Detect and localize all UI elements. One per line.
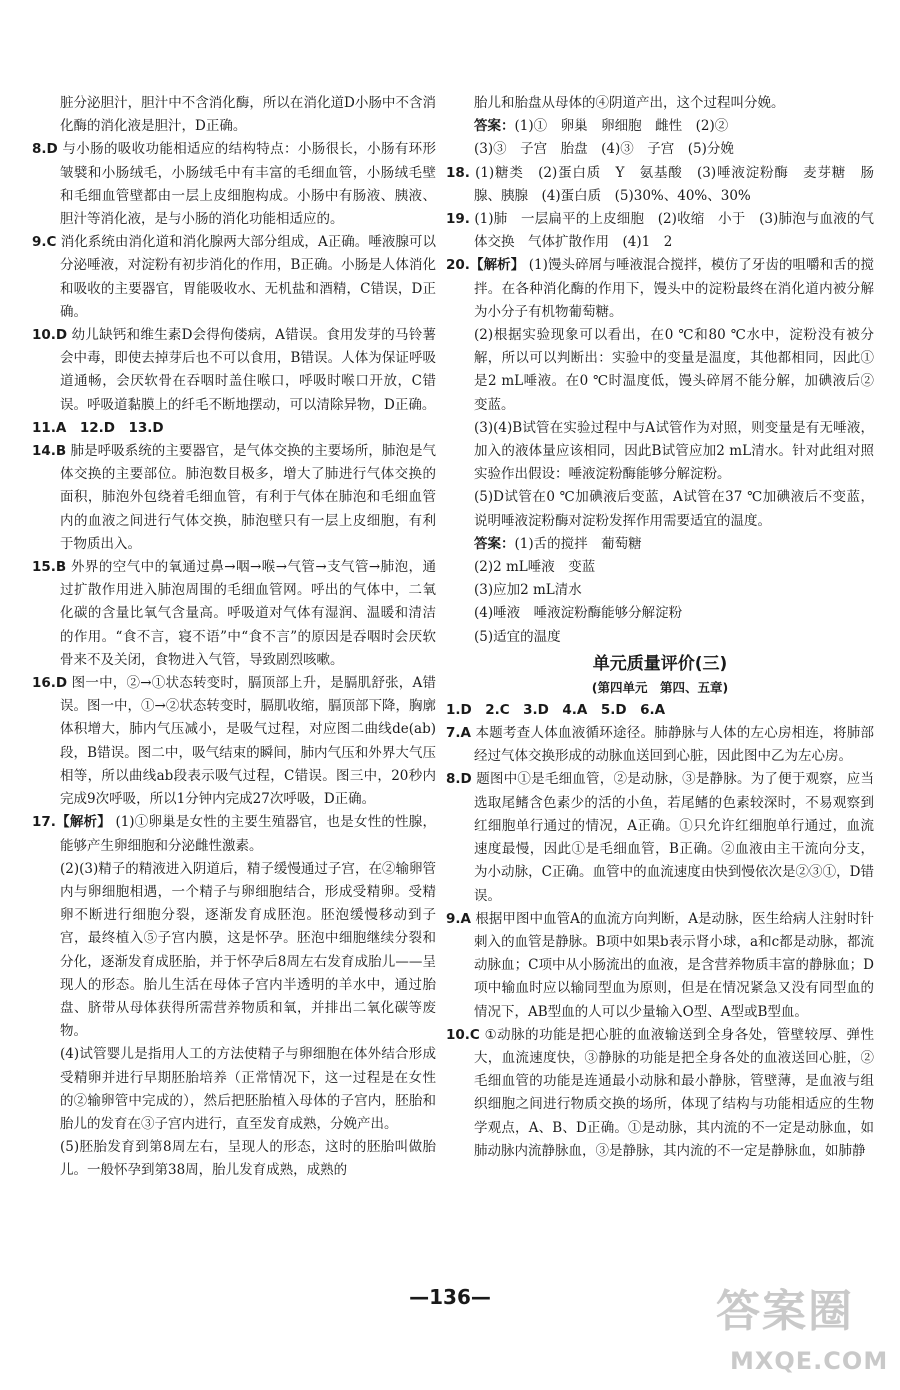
item-text: 根据甲图中血管A的血流方向判断，A是动脉，医生给病人注射时针刺入的血管是静脉。B项中如果b表示肾小球，a和c都是动脉，都流动脉血；C项中从小肠流出的血液，是含营养物质丰富的静脉血；D项中输血时应以输同型血为原则，但是在情况紧急又没有同型血的情况下，AB型血的人可以少量输入O型、A型或B型血。 <box>474 910 875 1020</box>
item-number: 9.C <box>32 234 57 251</box>
answer-text: (1)① 卵巢 卵细胞 雌性 (2)② <box>514 118 729 135</box>
section-subheading: (第四单元 第四、五章) <box>591 679 729 695</box>
answer-item <box>446 254 874 324</box>
paragraph: (3)应加2 mL清水 <box>474 582 582 599</box>
paragraph: (5)适宜的温度 <box>474 628 561 645</box>
answer-item <box>446 1024 874 1163</box>
answer-item <box>446 722 874 768</box>
paragraph: (4)唾液 唾液淀粉酶能够分解淀粉 <box>474 605 683 622</box>
item-number: 20.【解析】 <box>446 257 525 274</box>
answer-item <box>32 440 436 556</box>
paragraph: (3)(4)B试管在实验过程中与A试管作为对照，则变量是有无唾液，加入的液体量应该相同，因此B试管应加2 mL清水。针对此组对照实验作出假设：唾液淀粉酶能够分解淀粉。 <box>474 419 874 483</box>
watermark-url: MXQE.COM <box>730 1347 889 1375</box>
answer-item <box>32 811 436 857</box>
answer-item <box>446 768 874 907</box>
item-number: 14.B <box>32 443 67 460</box>
item-number: 19. <box>446 211 470 228</box>
paragraph: (5)胚胎发育到第8周左右，呈现人的形态，这时的胚胎叫做胎儿。一般怀孕到第38周，胎儿发育成熟，成熟的 <box>60 1139 436 1179</box>
answer-item <box>32 556 436 672</box>
item-number: 8.D <box>32 141 58 158</box>
item-text: 幼儿缺钙和维生素D会得佝偻病，A错误。食用发芽的马铃薯会中毒，即使去掉芽后也不可以食用，B错误。人体为保证呼吸道通畅，会厌软骨在吞咽时盖住喉口，呼吸时喉口开放，C错误。呼吸道黏膜上的纤毛不断地摆动，可以清除异物，D正确。 <box>60 327 437 413</box>
item-text: 题图中①是毛细血管，②是动脉，③是静脉。为了便于观察，应当选取尾鳍含色素少的活的小鱼，若尾鳍的色素较深时，不易观察到红细胞单行通过的情况，A正确。①只允许红细胞单行通过，血流速度最慢，因此①是毛细血管，B正确。②血液由主干流向分支，为小动脉，C正确。血管中的血流速度由快到慢依次是②③①，D错误。 <box>474 771 874 904</box>
answer-item <box>32 324 436 417</box>
paragraph: (2)2 mL唾液 变蓝 <box>474 559 596 576</box>
answer-item <box>32 138 436 231</box>
item-number: 7.A <box>446 725 471 742</box>
paragraph: (5)D试管在0 ℃加碘液后变蓝，A试管在37 ℃加碘液后不变蓝，说明唾液淀粉酶对淀粉发挥作用需要适宜的温度。 <box>474 489 874 529</box>
answer-item <box>446 162 874 208</box>
item-text: 外界的空气中的氧通过鼻→咽→喉→气管→支气管→肺泡，通过扩散作用进入肺泡周围的毛细血管网。呼出的气体中，二氧化碳的含量比氧气含量高。呼吸道对气体有湿润、温暖和清洁的作用。“食不言，寝不语”中“食不言”的原因是吞咽时会厌软骨来不及关闭，食物进入气管，导致剧烈咳嗽。 <box>60 559 436 668</box>
paragraph: (2)根据实验现象可以看出，在0 ℃和80 ℃水中，淀粉没有被分解，所以可以判断出：实验中的变量是温度，其他都相同，因此①是2 mL唾液。在0 ℃时温度低，馒头碎屑不能分解，加碘液后②变蓝。 <box>474 327 874 413</box>
item-text: (1)①卵巢是女性的主要生殖器官，也是女性的性腺，能够产生卵细胞和分泌雌性激素。 <box>60 814 437 854</box>
item-number: 8.D <box>446 771 472 788</box>
item-text: (1)馒头碎屑与唾液混合搅拌，模仿了牙齿的咀嚼和舌的搅拌。在各种消化酶的作用下，馒头中的淀粉最终在消化道内被分解为小分子有机物葡萄糖。 <box>474 257 874 320</box>
answer-item <box>32 672 436 811</box>
answer-item <box>32 231 436 324</box>
paragraph: (2)(3)精子的精液进入阴道后，精子缓慢通过子宫，在②输卵管内与卵细胞相遇，一个精子与卵细胞结合，形成受精卵。受精卵不断进行细胞分裂，逐渐发育成胚泡。胚泡缓慢移动到子宫，最终植入⑤子宫内膜，这是怀孕。胚泡中细胞继续分裂和分化，逐渐发育成胚胎，并于怀孕后8周左右发育成胎儿——呈现人的形态。胎儿生活在母体子宫内半透明的羊水中，通过胎盘、脐带从母体获得所需营养物质和氧，并排出二氧化碳等废物。 <box>60 860 436 1040</box>
item-text: (1)肺 一层扁平的上皮细胞 (2)收缩 小于 (3)肺泡与血液的气体交换 气体扩散作用 (4)1 2 <box>474 211 874 251</box>
item-number: 18. <box>446 164 470 181</box>
page-number: —136— <box>409 1285 491 1309</box>
item-number: 10.C <box>446 1026 480 1043</box>
item-text: (1)糖类 (2)蛋白质 Y 氨基酸 (3)唾液淀粉酶 麦芽糖 肠腺、胰腺 (4)蛋白质 (5)30%、40%、30% <box>474 164 875 204</box>
item-number: 10.D <box>32 327 68 344</box>
answer-item <box>446 208 874 254</box>
right-column <box>446 92 874 1163</box>
section-heading: 单元质量评价(三) <box>592 653 728 674</box>
left-column <box>32 92 436 1183</box>
item-text: ①动脉的功能是把心脏的血液输送到全身各处，管壁较厚、弹性大，血流速度快，③静脉的功能是把全身各处的血液送回心脏，②毛细血管的功能是连通最小动脉和最小静脉，管壁薄，是血液与组织细胞之间进行物质交换的场所，体现了结构与功能相适应的生物学观点，A、B、D正确。①是动脉，其内流的不一定是动脉血，如肺动脉内流静脉血，③是静脉，其内流的不一定是静脉血，如肺静 <box>474 1026 874 1159</box>
item-text: 消化系统由消化道和消化腺两大部分组成，A正确。唾液腺可以分泌唾液，对淀粉有初步消化的作用，B正确。小肠是人体消化和吸收的主要器官，胃能吸收水、无机盐和酒精，C错误，D正确。 <box>60 234 436 320</box>
answer-text: (1)舌的搅拌 葡萄糖 <box>514 535 642 552</box>
watermark-text: 答案圈 <box>716 1286 854 1337</box>
item-number: 16.D <box>32 675 68 692</box>
item-text: 与小肠的吸收功能相适应的结构特点：小肠很长，小肠有环形皱襞和小肠绒毛，小肠绒毛中有丰富的毛细血管，小肠绒毛壁和毛细血管壁都由一层上皮细胞构成。小肠中有肠液、胰液、胆汁等消化液，是与小肠的消化功能相适应的。 <box>60 141 437 228</box>
answer-list: 1.D 2.C 3.D 4.A 5.D 6.A <box>446 701 666 718</box>
paragraph: (4)试管婴儿是指用人工的方法使精子与卵细胞在体外结合形成受精卵并进行早期胚胎培养（正常情况下，这一过程是在女性的②输卵管中完成的），然后把胚胎植入母体的子宫内，胚胎和胎儿的发育在③子宫内进行，直至发育成熟，分娩产出。 <box>60 1046 436 1132</box>
item-number: 15.B <box>32 559 67 576</box>
continued-text: 胎儿和胎盘从母体的④阴道产出，这个过程叫分娩。 <box>474 95 785 111</box>
item-number: 17.【解析】 <box>32 814 111 831</box>
answer-label: 答案： <box>474 118 515 135</box>
answer-list: 11.A 12.D 13.D <box>32 419 164 436</box>
paragraph: (3)③ 子宫 胎盘 (4)③ 子宫 (5)分娩 <box>474 141 734 158</box>
answer-item <box>446 908 874 1024</box>
answer-line <box>446 115 874 138</box>
answer-label: 答案： <box>474 535 515 552</box>
item-text: 本题考查人体血液循环途径。肺静脉与人体的左心房相连，将肺部经过气体交换形成的动脉血送回到心脏，因此图中乙为左心房。 <box>474 725 875 765</box>
item-text: 肺是呼吸系统的主要器官，是气体交换的主要场所，肺泡是气体交换的主要部位。肺泡数目极多，增大了肺进行气体交换的面积，肺泡外包绕着毛细血管，有利于气体在肺泡和毛细血管内的血液之间进行气体交换，肺泡壁只有一层上皮细胞，有利于物质出入。 <box>60 443 436 552</box>
answer-line <box>446 533 874 556</box>
item-text: 图一中，②→①状态转变时，膈顶部上升，是膈肌舒张，A错误。图一中，①→②状态转变时，膈肌收缩，膈顶部下降，胸廓体积增大，肺内气压减小，是吸气过程，对应图二曲线de(ab)段，B错误。图二中，吸气结束的瞬间，肺内气压和外界大气压相等，所以曲线ab段表示吸气过程，C错误。图三中，20秒内完成9次呼吸，所以1分钟内完成27次呼吸，D正确。 <box>60 675 436 808</box>
continued-text: 脏分泌胆汁，胆汁中不含消化酶，所以在消化道D小肠中不含消化酶的消化液是胆汁，D正确。 <box>60 95 436 135</box>
watermark-logo <box>712 1286 890 1382</box>
item-number: 9.A <box>446 910 471 927</box>
